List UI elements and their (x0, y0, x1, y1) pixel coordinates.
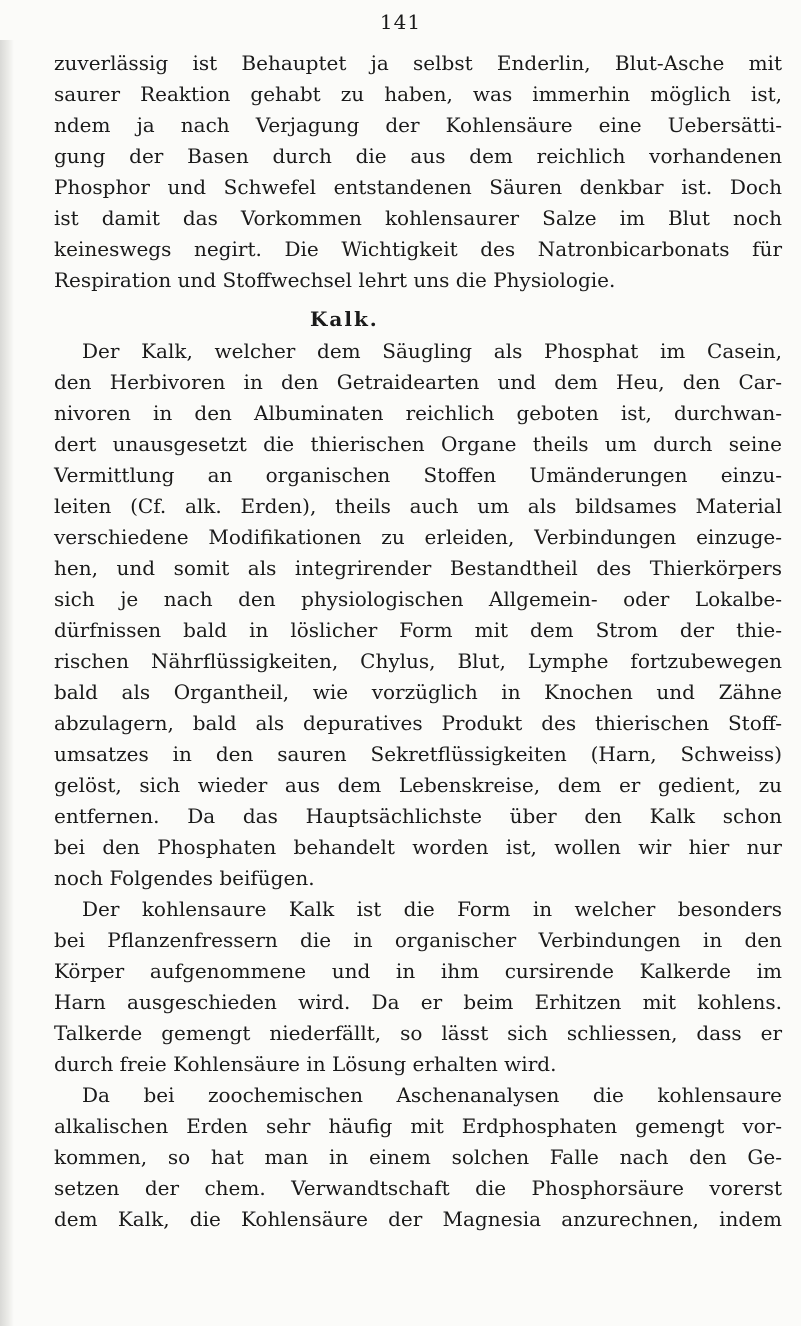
text-line: dem Kalk, die Kohlensäure der Magnesia anzurechnen, indem (54, 1207, 782, 1231)
text-line: zuverlässig ist Behauptet ja selbst Enderlin, Blut-Asche mit (54, 51, 782, 75)
text-line: gelöst, sich wieder aus dem Lebenskreise, dem er gedient, zu (54, 773, 782, 797)
text-line: dert unausgesetzt die thierischen Organe theils um durch seine (54, 432, 782, 456)
text-line: bald als Organtheil, wie vorzüglich in Knochen und Zähne (54, 680, 782, 704)
text-line: noch Folgendes beifügen. (54, 866, 315, 890)
text-line: dürfnissen bald in löslicher Form mit dem Strom der thie- (54, 618, 782, 642)
page-number: 141 (379, 10, 422, 34)
text-line: Respiration und Stoffwechsel lehrt uns die Physiologie. (54, 268, 616, 292)
text-line: Harn ausgeschieden wird. Da er beim Erhitzen mit kohlens. (54, 990, 782, 1014)
section-heading: Kalk. (310, 307, 379, 331)
text-line: Körper aufgenommene und in ihm cursirende Kalkerde im (54, 959, 782, 983)
text-line: Da bei zoochemischen Aschenanalysen die kohlensaure (82, 1083, 782, 1107)
text-line: rischen Nährflüssigkeiten, Chylus, Blut, Lymphe fortzubewegen (54, 649, 782, 673)
text-line: saurer Reaktion gehabt zu haben, was immerhin möglich ist, (54, 82, 782, 106)
binding-shadow (0, 40, 14, 1326)
text-line: Der kohlensaure Kalk ist die Form in welcher besonders (82, 897, 782, 921)
text-line: abzulagern, bald als depuratives Produkt des thierischen Stoff- (54, 711, 782, 735)
text-line: bei Pflanzenfressern die in organischer Verbindungen in den (54, 928, 782, 952)
text-line: entfernen. Da das Hauptsächlichste über den Kalk schon (54, 804, 782, 828)
text-line: bei den Phosphaten behandelt worden ist, wollen wir hier nur (54, 835, 782, 859)
text-line: Talkerde gemengt niederfällt, so lässt sich schliessen, dass er (54, 1021, 782, 1045)
text-line: verschiedene Modifikationen zu erleiden, Verbindungen einzuge- (54, 525, 782, 549)
text-line: hen, und somit als integrirender Bestandtheil des Thierkörpers (54, 556, 782, 580)
text-line: leiten (Cf. alk. Erden), theils auch um als bildsames Material (54, 494, 782, 518)
text-line: umsatzes in den sauren Sekretflüssigkeiten (Harn, Schweiss) (54, 742, 782, 766)
text-line: Der Kalk, welcher dem Säugling als Phosphat im Casein, (82, 339, 782, 363)
text-line: alkalischen Erden sehr häufig mit Erdphosphaten gemengt vor- (54, 1114, 782, 1138)
text-line: Phosphor und Schwefel entstandenen Säuren denkbar ist. Doch (54, 175, 782, 199)
text-line: Vermittlung an organischen Stoffen Umänderungen einzu- (54, 463, 782, 487)
text-line: nivoren in den Albuminaten reichlich geboten ist, durchwan- (54, 401, 782, 425)
text-line: sich je nach den physiologischen Allgemein- oder Lokalbe- (54, 587, 782, 611)
text-line: durch freie Kohlensäure in Lösung erhalten wird. (54, 1052, 557, 1076)
text-line: den Herbivoren in den Getraidearten und dem Heu, den Car- (54, 370, 782, 394)
text-line: kommen, so hat man in einem solchen Falle nach den Ge- (54, 1145, 782, 1169)
text-line: gung der Basen durch die aus dem reichlich vorhandenen (54, 144, 782, 168)
text-line: keineswegs negirt. Die Wichtigkeit des Natronbicarbonats für (54, 237, 782, 261)
text-line: setzen der chem. Verwandtschaft die Phosphorsäure vorerst (54, 1176, 782, 1200)
text-body (54, 48, 782, 1235)
text-line: ist damit das Vorkommen kohlensaurer Salze im Blut noch (54, 206, 782, 230)
text-line: ndem ja nach Verjagung der Kohlensäure eine Uebersätti- (54, 113, 782, 137)
